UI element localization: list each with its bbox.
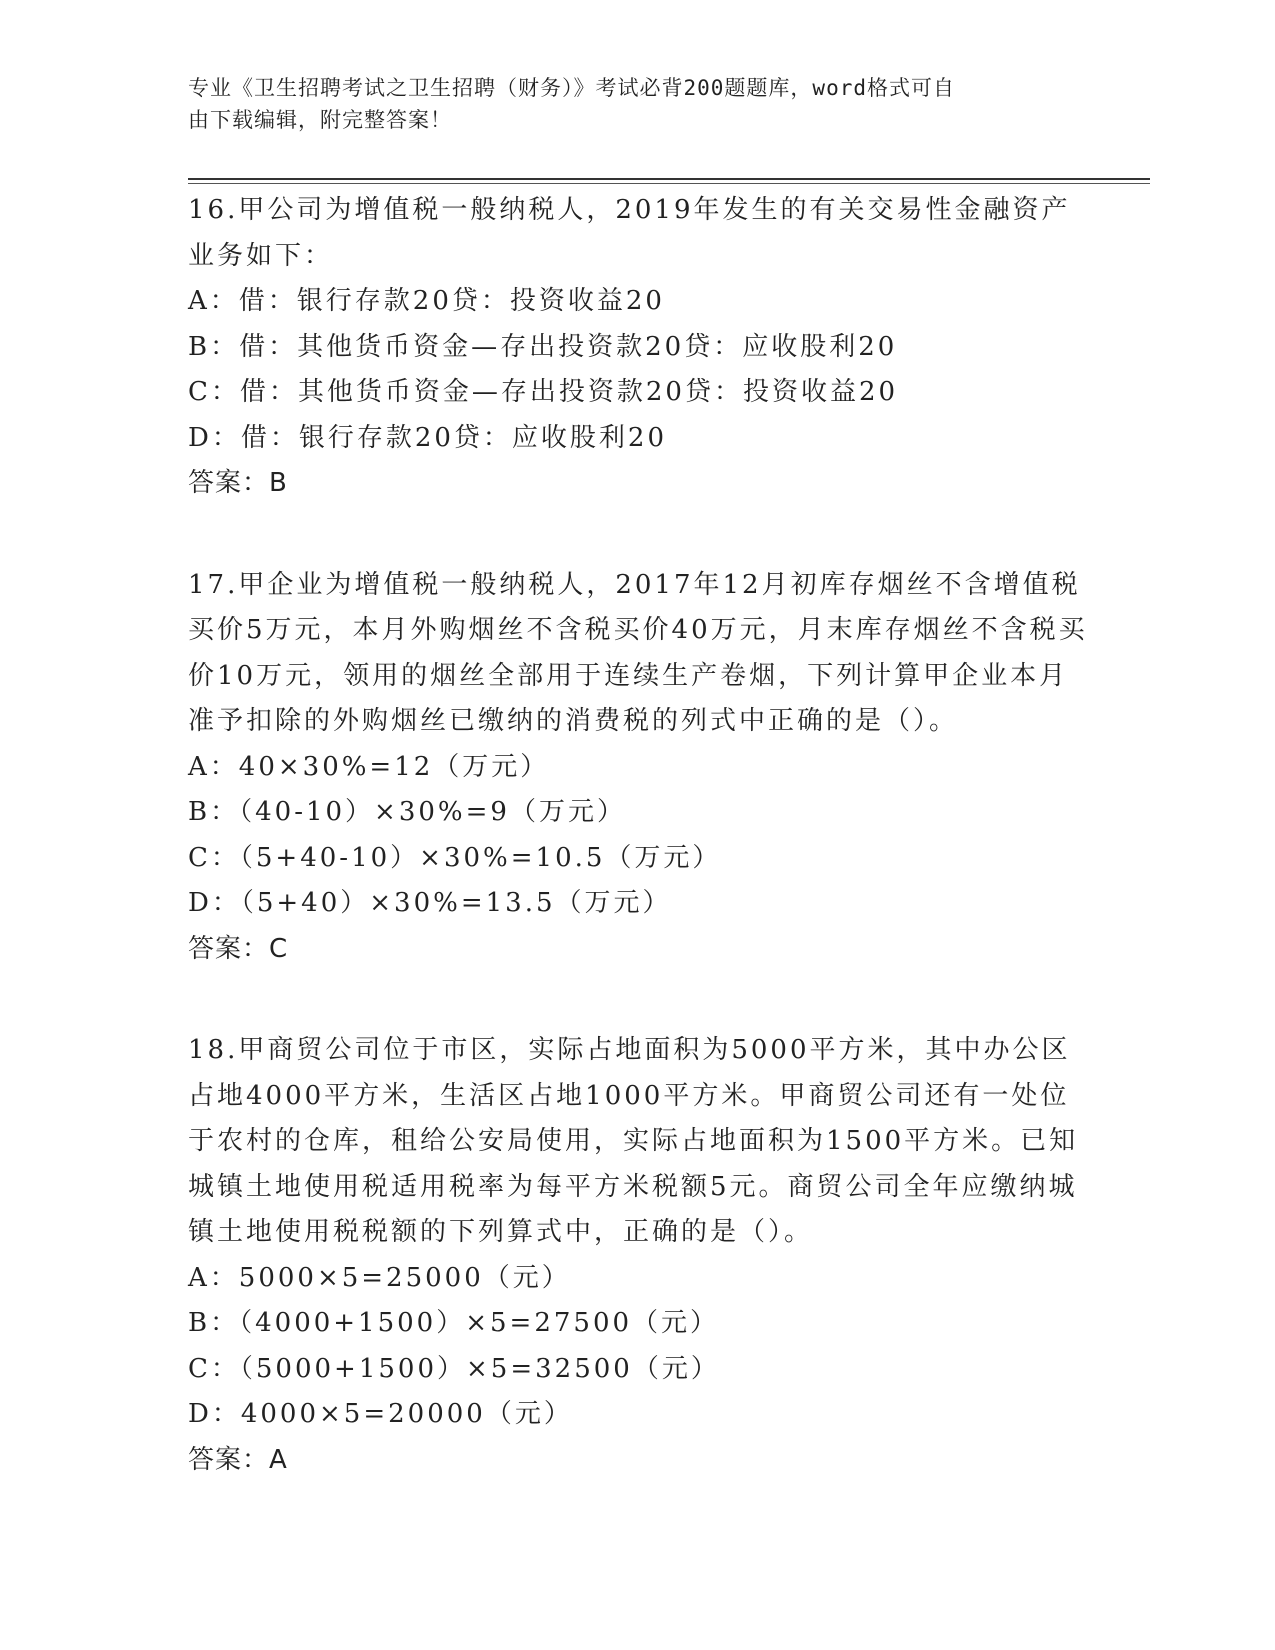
question-list — [188, 188, 1088, 1539]
option-c: C：（5000+1500）×5=32500（元） — [188, 1353, 720, 1384]
option-a: A：40×30%=12（万元） — [188, 751, 550, 782]
header-line-2: 由下载编辑，附完整答案！ — [188, 108, 452, 132]
option-a: A：5000×5=25000（元） — [188, 1262, 571, 1293]
option-d: D：4000×5=20000（元） — [188, 1399, 573, 1429]
option-c: C：（5+40-10）×30%=10.5（万元） — [188, 842, 722, 873]
header-divider-thin — [188, 183, 1150, 184]
header-divider-thick — [188, 178, 1150, 180]
option-b: B：（40-10）×30%=9（万元） — [188, 797, 626, 827]
question-17 — [188, 563, 1088, 973]
option-d: D：借：银行存款20贷：应收股利20 — [188, 422, 668, 453]
question-18 — [188, 1028, 1088, 1483]
question-stem: 18.甲商贸公司位于市区，实际占地面积为5000平方米，其中办公区占地4000平方米，生活区占地1000平方米。甲商贸公司还有一处位于农村的仓库，租给公安局使用，实际占地面积为1500平方米。已知城镇土地使用税适用税率为每平方米税额5元。商贸公司全年应缴纳城镇土地使用税税额的下列算式中，正确的是（）。 — [188, 1035, 1079, 1247]
option-c: C：借：其他货币资金—存出投资款20贷：投资收益20 — [188, 377, 899, 407]
answer-label: 答案：A — [188, 1444, 288, 1475]
option-a: A：借：银行存款20贷：投资收益20 — [188, 286, 665, 316]
option-b: B：（4000+1500）×5=27500（元） — [188, 1308, 720, 1338]
question-16 — [188, 188, 1088, 507]
answer-label: 答案：B — [188, 468, 288, 498]
header-line-1: 专业《卫生招聘考试之卫生招聘（财务）》考试必背200题题库，word格式可自 — [188, 76, 955, 100]
question-stem: 17.甲企业为增值税一般纳税人，2017年12月初库存烟丝不含增值税买价5万元，本月外购烟丝不含税买价40万元，月末库存烟丝不含税买价10万元，领用的烟丝全部用于连续生产卷烟，下列计算甲企业本月准予扣除的外购烟丝已缴纳的消费税的列式中正确的是（）。 — [188, 569, 1088, 736]
answer-label: 答案：C — [188, 933, 289, 964]
option-d: D：（5+40）×30%=13.5（万元） — [188, 888, 672, 918]
document-header — [188, 72, 1068, 136]
option-b: B：借：其他货币资金—存出投资款20贷：应收股利20 — [188, 331, 898, 362]
question-stem: 16.甲公司为增值税一般纳税人，2019年发生的有关交易性金融资产业务如下： — [188, 195, 1071, 271]
